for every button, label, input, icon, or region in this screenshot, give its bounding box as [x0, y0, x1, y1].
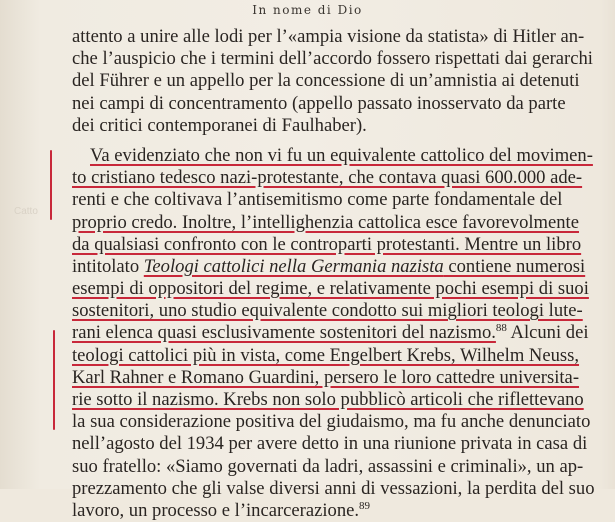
text-line-underlined: sostenitori, uno studio equivalente condotto sui migliori teologi lute- [72, 300, 583, 322]
margin-mark-lower [53, 330, 55, 430]
paragraph-2 [72, 145, 600, 522]
text-line: renti e che coltivava l’antisemitismo come parte fondamentale del [72, 189, 563, 211]
text-line: che l’auspicio che i termini dell’accordo fossero rispettati dai gerarchi [72, 48, 593, 70]
text-fragment: rani elenca quasi esclusivamente sostenitori del nazismo. [72, 322, 496, 344]
book-title: Teologi cattolici nella Germania nazista [143, 255, 444, 277]
faded-label: Catto [14, 206, 38, 217]
paragraph-1 [72, 26, 600, 137]
text-line [72, 322, 600, 344]
margin-mark-upper [50, 150, 52, 220]
text-line: nell’agosto del 1934 per avere detto in una riunione privata in casa di [72, 433, 588, 455]
text-line: dei critici contemporanei di Faulhaber). [72, 114, 367, 136]
text-line-underlined: teologi cattolici più in vista, come Engelbert Krebs, Wilhelm Neuss, [72, 344, 580, 366]
text-fragment: lavoro, un processo e l’incarcerazione. [72, 499, 360, 521]
text-line: prezzamento che gli valse diversi anni di vessazioni, la perdita del suo [72, 477, 595, 499]
text-line: la sua considerazione positiva del giudaismo, ma fu anche denunciato [72, 411, 591, 433]
text-line [72, 256, 600, 278]
footnote-ref: 88 [495, 322, 507, 335]
paragraph-gap [72, 137, 600, 145]
text-fragment: contiene numerosi [443, 255, 586, 277]
text-line-underlined: da qualsiasi confronto con le controparti protestanti. Mentre un libro [72, 233, 582, 255]
text-line [72, 500, 600, 522]
text-line: nei campi di concentramento (appello passato inosservato da parte [72, 92, 566, 114]
text-fragment: intitolato [72, 255, 144, 277]
text-line-underlined: to cristiano tedesco nazi-protestante, che contava quasi 600.000 ade- [72, 167, 583, 189]
page-text [72, 26, 600, 522]
text-line-underlined: rie sotto il nazismo. Krebs non solo pubblicò articoli che riflettevano [72, 389, 584, 410]
text-line: attento a unire alle lodi per l’«ampia visione da statista» di Hitler an- [72, 26, 585, 47]
text-fragment: Alcuni dei [506, 322, 589, 344]
running-head: In nome di Dio [252, 3, 363, 17]
text-line: del Führer e un appello per la concessione di un’amnistia ai detenuti [72, 70, 580, 92]
text-line-underlined: proprio credo. Inoltre, l’intellighenzia cattolica esce favorevolmente [72, 211, 579, 233]
text-line: suo fratello: «Siamo governati da ladri, assassini e criminali», un ap- [72, 455, 584, 477]
text-line-underlined: esempi di oppositori del regime, e relativamente pochi esempi di suoi [72, 278, 589, 300]
footnote-ref: 89 [359, 499, 371, 512]
text-line-underlined: Karl Rahner e Romano Guardini, persero le loro cattedre universita- [72, 366, 580, 388]
text-line-underlined: Va evidenziato che non vi fu un equivalente cattolico del movimen- [90, 144, 593, 166]
